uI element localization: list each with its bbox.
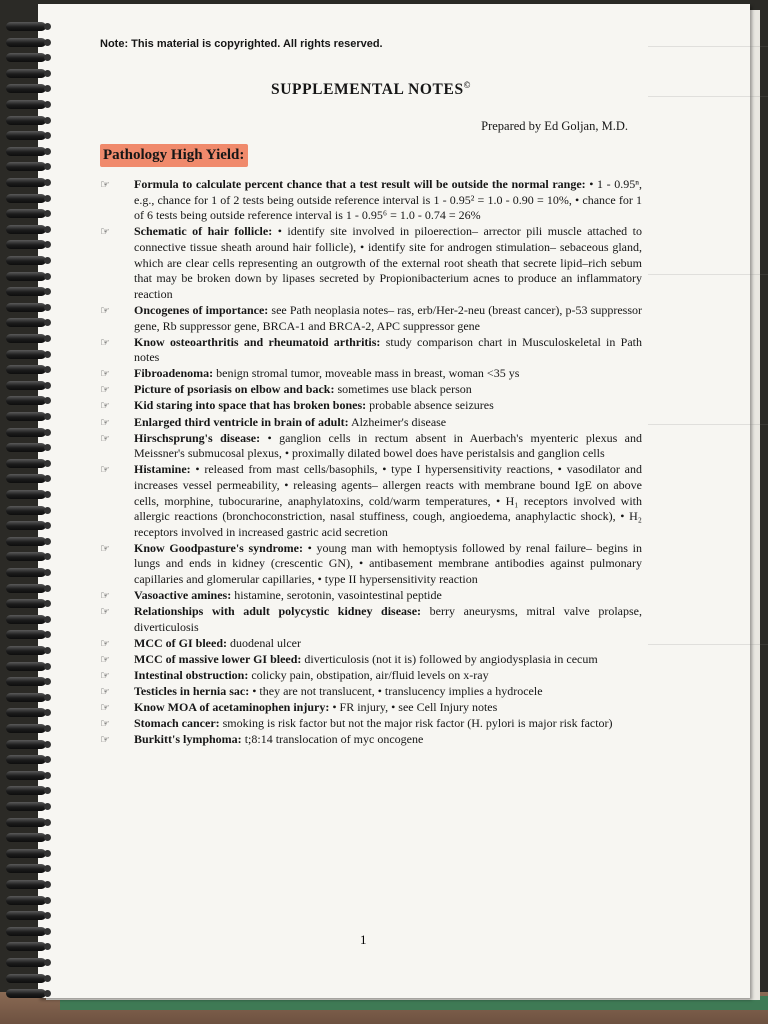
item-lead: Testicles in hernia sac: (134, 684, 250, 699)
item-lead: Fibroadenoma: (134, 366, 214, 381)
spiral-coil (6, 318, 46, 327)
spiral-coil (6, 630, 46, 639)
spiral-coil (6, 677, 46, 686)
spiral-coil (6, 646, 46, 655)
item-text: histamine, serotonin, vasointestinal peptide (231, 588, 442, 603)
pointing-hand-icon: ☞ (100, 178, 110, 192)
pointing-hand-icon: ☞ (100, 335, 110, 349)
spiral-coil (6, 506, 46, 515)
item-text: diverticulosis (not it is) followed by angiodysplasia in cecum (301, 651, 598, 666)
punch-hole (44, 990, 51, 997)
punch-hole (44, 819, 51, 826)
pointing-hand-icon: ☞ (100, 415, 110, 429)
spiral-coil (6, 287, 46, 296)
spiral-coil (6, 162, 46, 171)
punch-hole (44, 569, 51, 576)
item-text: • they are not translucent, • translucency implies a hydrocele (249, 684, 543, 699)
spiral-coil (6, 350, 46, 359)
punch-hole (44, 366, 51, 373)
item-text: • FR injury, • see Cell Injury notes (329, 700, 498, 715)
item-text: • identify site involved in piloerection– arrector pili muscle attached to connective tissue sheath around hair follicle), • identify site for androgen stimulation– sebaceous gland, which are clear cells representing an outgrowth of the external root sheath that secrete lipid–rich sebum that may be broken down by lipases secreted by Propionibacterium acnes to produce an inflammatory reaction (134, 224, 642, 301)
list-item (100, 335, 642, 366)
section-heading: Pathology High Yield: (100, 144, 248, 167)
spiral-coil (6, 568, 46, 577)
item-lead: Histamine: (134, 462, 191, 477)
spiral-coil (6, 786, 46, 795)
spiral-coil (6, 896, 46, 905)
item-lead: Enlarged third ventricle in brain of adult: (134, 414, 349, 429)
punch-hole (44, 273, 51, 280)
punch-hole (44, 943, 51, 950)
item-lead: Relationships with adult polycystic kidney disease: (134, 604, 422, 619)
page-title (100, 80, 642, 99)
punch-hole (44, 538, 51, 545)
item-text: t;8:14 translocation of myc oncogene (241, 732, 424, 747)
item-lead: Schematic of hair follicle: (134, 224, 273, 239)
spiral-coil (6, 334, 46, 343)
list-item (100, 431, 642, 462)
pointing-hand-icon: ☞ (100, 733, 110, 747)
punch-hole (44, 257, 51, 264)
punch-hole (44, 132, 51, 139)
item-lead: Hirschsprung's disease: (134, 430, 261, 445)
list-item (100, 366, 642, 382)
punch-hole (44, 23, 51, 30)
spiral-coil (6, 740, 46, 749)
spiral-coil (6, 69, 46, 78)
punch-hole (44, 460, 51, 467)
pointing-hand-icon: ☞ (100, 383, 110, 397)
pointing-hand-icon: ☞ (100, 652, 110, 666)
spiral-coil (6, 911, 46, 920)
spiral-coil (6, 365, 46, 374)
author-line: Prepared by Ed Goljan, M.D. (481, 119, 628, 134)
bleed-through-line (648, 96, 768, 97)
spiral-binding (0, 0, 60, 1000)
section-heading-wrap (100, 144, 642, 167)
spiral-coil (6, 116, 46, 125)
item-lead: Know osteoarthritis and rheumatoid arthritis: (134, 334, 381, 349)
item-text: • released from mast cells/basophils, • type I hypersensitivity reactions, • vasodilator and increases vessel permeability, • releasing agents– allergen reacts with membrane bound IgE on above cells, morphine, tubocurarine, anaphylatoxins, cold/warm temperatures, • H₁ receptors involved with allergic reactions (bronchoconstriction, nasal stuffiness, cough, angioedema, anaphylactic shock), • H₂ receptors involved in increased gastric acid secretion (134, 462, 642, 539)
punch-hole (44, 507, 51, 514)
punch-hole (44, 834, 51, 841)
list-item (100, 462, 642, 540)
page-content (100, 34, 642, 749)
punch-hole (44, 382, 51, 389)
punch-hole (44, 975, 51, 982)
item-lead: Know MOA of acetaminophen injury: (134, 700, 330, 715)
punch-hole (44, 397, 51, 404)
item-lead: Intestinal obstruction: (134, 668, 249, 683)
pointing-hand-icon: ☞ (100, 225, 110, 239)
list-item (100, 398, 642, 414)
item-lead: Oncogenes of importance: (134, 302, 269, 317)
pointing-hand-icon: ☞ (100, 589, 110, 603)
item-lead: Kid staring into space that has broken bones: (134, 398, 367, 413)
punch-hole (44, 163, 51, 170)
punch-hole (44, 631, 51, 638)
spiral-coil (6, 974, 46, 983)
punch-hole (44, 959, 51, 966)
spiral-coil (6, 459, 46, 468)
spiral-coil (6, 833, 46, 842)
punch-hole (44, 553, 51, 560)
punch-hole (44, 647, 51, 654)
list-item (100, 382, 642, 398)
punch-hole (44, 179, 51, 186)
spiral-coil (6, 615, 46, 624)
punch-hole (44, 413, 51, 420)
spiral-coil (6, 864, 46, 873)
spiral-coil (6, 303, 46, 312)
punch-hole (44, 709, 51, 716)
punch-hole (44, 912, 51, 919)
document-page (38, 4, 750, 998)
spiral-coil (6, 537, 46, 546)
title-mark: © (463, 80, 471, 90)
spiral-coil (6, 849, 46, 858)
item-text: benign stromal tumor, moveable mass in breast, woman <35 ys (213, 366, 520, 381)
punch-hole (44, 444, 51, 451)
punch-hole (44, 928, 51, 935)
punch-hole (44, 881, 51, 888)
list-item (100, 668, 642, 684)
spiral-coil (6, 412, 46, 421)
spiral-coil (6, 693, 46, 702)
item-text: • young man with hemoptysis followed by renal failure– begins in lungs and ends in kidney (crescentic GN), • antibasement membrane antibodies against pulmonary capillaries and glomerular capillaries, • type II hypersensitivity reaction (134, 540, 642, 586)
spiral-coil (6, 599, 46, 608)
spiral-coil (6, 958, 46, 967)
bleed-through-line (648, 46, 768, 47)
spiral-coil (6, 147, 46, 156)
list-item (100, 415, 642, 431)
punch-hole (44, 678, 51, 685)
spiral-coil (6, 584, 46, 593)
punch-hole (44, 756, 51, 763)
list-item (100, 588, 642, 604)
punch-hole (44, 741, 51, 748)
list-item (100, 700, 642, 716)
punch-hole (44, 897, 51, 904)
punch-hole (44, 865, 51, 872)
spiral-coil (6, 209, 46, 218)
spiral-coil (6, 802, 46, 811)
punch-hole (44, 850, 51, 857)
spiral-coil (6, 272, 46, 281)
spiral-coil (6, 490, 46, 499)
item-text: smoking is risk factor but not the major risk factor (H. pylori is major risk factor) (219, 716, 613, 731)
spiral-coil (6, 38, 46, 47)
spiral-coil (6, 22, 46, 31)
item-lead: Picture of psoriasis on elbow and back: (134, 382, 335, 397)
spiral-coil (6, 396, 46, 405)
list-item (100, 636, 642, 652)
punch-hole (44, 600, 51, 607)
spiral-coil (6, 818, 46, 827)
spiral-coil (6, 521, 46, 530)
list-item (100, 684, 642, 700)
item-text: probable absence seizures (366, 398, 494, 413)
punch-hole (44, 101, 51, 108)
punch-hole (44, 210, 51, 217)
list-item (100, 716, 642, 732)
spiral-coil (6, 53, 46, 62)
spiral-coil (6, 240, 46, 249)
item-text: study comparison chart in Musculoskeletal in Path notes (134, 334, 643, 365)
spiral-coil (6, 755, 46, 764)
spiral-coil (6, 381, 46, 390)
list-item (100, 224, 642, 302)
punch-hole (44, 117, 51, 124)
pointing-hand-icon: ☞ (100, 605, 110, 619)
title-text: SUPPLEMENTAL NOTES (270, 81, 464, 99)
item-text: see Path neoplasia notes– ras, erb/Her-2-neu (breast cancer), p-53 suppressor gene, Rb suppressor gene, BRCA-1 and BRCA-2, APC suppressor gene (134, 302, 642, 333)
punch-hole (44, 39, 51, 46)
pointing-hand-icon: ☞ (100, 636, 110, 650)
punch-hole (44, 148, 51, 155)
pointing-hand-icon: ☞ (100, 541, 110, 555)
bleed-through-line (648, 274, 768, 275)
item-text: • ganglion cells in rectum absent in Auerbach's myenteric plexus and Meissner's submucosal plexus, • proximally dilated bowel does have peristalsis and ganglion cells (134, 430, 642, 461)
item-lead: Know Goodpasture's syndrome: (134, 540, 303, 555)
spiral-coil (6, 771, 46, 780)
list-item (100, 303, 642, 334)
item-lead: Burkitt's lymphoma: (134, 732, 242, 747)
list-item (100, 732, 642, 748)
spiral-coil (6, 428, 46, 437)
spiral-coil (6, 225, 46, 234)
list-item (100, 604, 642, 635)
punch-hole (44, 585, 51, 592)
spiral-coil (6, 100, 46, 109)
punch-hole (44, 475, 51, 482)
spiral-coil (6, 662, 46, 671)
list-item (100, 652, 642, 668)
pointing-hand-icon: ☞ (100, 399, 110, 413)
page-number: 1 (360, 932, 367, 947)
punch-hole (44, 70, 51, 77)
punch-hole (44, 663, 51, 670)
spiral-coil (6, 927, 46, 936)
spiral-coil (6, 724, 46, 733)
list-item (100, 177, 642, 224)
bleed-through-line (648, 644, 768, 645)
punch-hole (44, 725, 51, 732)
item-text: sometimes use black person (334, 382, 472, 397)
spiral-coil (6, 84, 46, 93)
item-lead: Formula to calculate percent chance that a test result will be outside the normal range: (134, 177, 586, 192)
pointing-hand-icon: ☞ (100, 685, 110, 699)
punch-hole (44, 54, 51, 61)
punch-hole (44, 226, 51, 233)
pointing-hand-icon: ☞ (100, 669, 110, 683)
item-text: • 1 - 0.95ⁿ, e.g., chance for 1 of 2 tests being outside reference interval is 1 - 0.95² = 1.0 - 0.90 = 10%, • chance for 1 of 6 tests being outside reference interval is 1 - 0.95⁶ = 1.0 - 0.74 = 26% (134, 177, 643, 223)
punch-hole (44, 694, 51, 701)
punch-hole (44, 429, 51, 436)
item-lead: Vasoactive amines: (134, 588, 232, 603)
item-text: berry aneurysms, mitral valve prolapse, diverticulosis (134, 604, 642, 634)
pointing-hand-icon: ☞ (100, 303, 110, 317)
spiral-coil (6, 178, 46, 187)
copyright-note: Note: This material is copyrighted. All rights reserved. (100, 38, 383, 50)
pointing-hand-icon: ☞ (100, 431, 110, 445)
punch-hole (44, 85, 51, 92)
punch-hole (44, 787, 51, 794)
spiral-coil (6, 256, 46, 265)
spiral-coil (6, 474, 46, 483)
item-text: duodenal ulcer (227, 635, 301, 650)
punch-hole (44, 351, 51, 358)
pointing-hand-icon: ☞ (100, 717, 110, 731)
spiral-coil (6, 880, 46, 889)
spiral-coil (6, 708, 46, 717)
item-text: colicky pain, obstipation, air/fluid levels on x-ray (248, 668, 489, 683)
item-lead: MCC of massive lower GI bleed: (134, 651, 302, 666)
list-item (100, 541, 642, 588)
punch-hole (44, 772, 51, 779)
item-lead: MCC of GI bleed: (134, 635, 227, 650)
item-lead: Stomach cancer: (134, 716, 220, 731)
spiral-coil (6, 989, 46, 998)
punch-hole (44, 491, 51, 498)
punch-hole (44, 522, 51, 529)
notes-list (100, 177, 642, 748)
punch-hole (44, 803, 51, 810)
punch-hole (44, 195, 51, 202)
spiral-coil (6, 443, 46, 452)
pointing-hand-icon: ☞ (100, 463, 110, 477)
bleed-through-line (648, 424, 768, 425)
punch-hole (44, 288, 51, 295)
spiral-coil (6, 131, 46, 140)
spiral-coil (6, 942, 46, 951)
punch-hole (44, 335, 51, 342)
punch-hole (44, 304, 51, 311)
pointing-hand-icon: ☞ (100, 701, 110, 715)
spiral-coil (6, 194, 46, 203)
punch-hole (44, 616, 51, 623)
pointing-hand-icon: ☞ (100, 367, 110, 381)
item-text: Alzheimer's disease (348, 414, 447, 429)
punch-hole (44, 241, 51, 248)
punch-hole (44, 319, 51, 326)
spiral-coil (6, 552, 46, 561)
